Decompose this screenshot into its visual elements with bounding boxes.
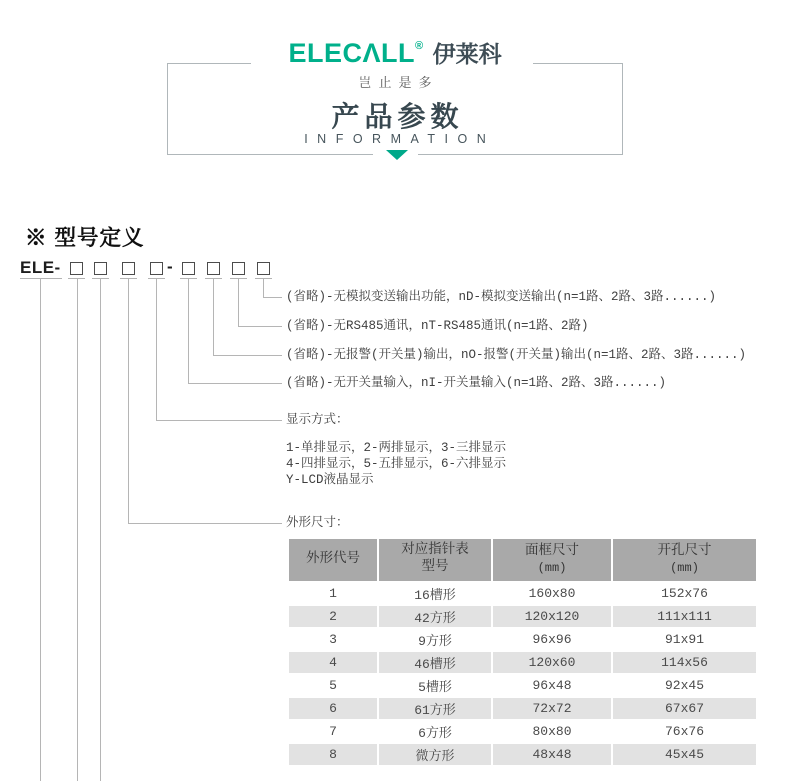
header-frame-bottom-left-border	[167, 154, 373, 155]
table-row	[289, 583, 756, 604]
model-code-dash: -	[167, 257, 173, 276]
display-mode-line-2: 4-四排显示，5-五排显示，6-六排显示	[286, 457, 507, 471]
brand-logo	[0, 36, 790, 69]
model-prefix: ELE-	[20, 258, 61, 277]
legend-item-4: (省略)-无开关量输入，nI-开关量输入(n=1路、2路、3路......)	[286, 376, 667, 390]
connector-vline-2	[77, 279, 78, 781]
model-code-box-8	[257, 262, 270, 275]
table-cell-r1c2: 16槽形	[414, 588, 456, 603]
table-cell-r5c4: 92x45	[664, 678, 704, 693]
table-cell-r6c3: 72x72	[493, 698, 611, 719]
model-code-box-3	[122, 262, 135, 275]
table-cell-r8c3: 48x48	[493, 744, 611, 765]
model-code-box-1	[70, 262, 83, 275]
table-cell-r2c1: 2	[289, 606, 377, 627]
table-cell-r7c2: 6方形	[418, 726, 452, 741]
table-cell-r1c3: 160x80	[528, 586, 576, 601]
model-definition-heading: ※ 型号定义	[25, 226, 145, 250]
table-row	[289, 744, 756, 765]
legend-item-2: (省略)-无RS485通讯，nT-RS485通讯(n=1路、2路)	[286, 319, 589, 333]
table-cell-r2c2: 42方形	[379, 606, 491, 627]
connector-vline-5	[156, 279, 157, 420]
legend-item-1: (省略)-无模拟变送输出功能，nD-模拟变送输出(n=1路、2路、3路......)	[286, 290, 717, 304]
table-header-col-3: 面框尺寸 (mm)	[493, 539, 611, 581]
connector-hline-4	[188, 383, 282, 384]
registered-trademark-icon: ®	[414, 40, 424, 52]
table-row	[289, 698, 756, 719]
connector-hline-1	[263, 297, 282, 298]
display-mode-line-1: 1-单排显示，2-两排显示，3-三排显示	[286, 441, 507, 455]
model-code-box-7	[232, 262, 245, 275]
brand-logo-text: ELECΛLL®	[288, 38, 424, 68]
table-cell-r5c3: 96x48	[532, 678, 572, 693]
header-frame-top-left-border	[167, 63, 251, 64]
table-cell-r3c3: 96x96	[532, 632, 572, 647]
table-cell-r4c4: 114x56	[613, 652, 756, 673]
table-cell-r7c1: 7	[329, 724, 337, 739]
table-cell-r4c2: 46槽形	[379, 652, 491, 673]
connector-vline-4	[128, 279, 129, 523]
table-cell-r3c4: 91x91	[664, 632, 704, 647]
connector-hline-6	[128, 523, 282, 524]
connector-vline-6	[188, 279, 189, 383]
table-cell-r3c2: 9方形	[418, 634, 452, 649]
table-cell-r7c3: 80x80	[532, 724, 572, 739]
header-frame-top-right-border	[533, 63, 623, 64]
legend-item-3: (省略)-无报警(开关量)输出，nO-报警(开关量)输出(n=1路、2路、3路......)	[286, 348, 747, 362]
table-row	[289, 721, 756, 742]
table-cell-r8c2: 微方形	[379, 744, 491, 765]
table-cell-r5c1: 5	[329, 678, 337, 693]
model-code-box-2	[94, 262, 107, 275]
table-cell-r6c2: 61方形	[379, 698, 491, 719]
prefix-underline	[20, 278, 62, 280]
table-cell-r8c4: 45x45	[613, 744, 756, 765]
connector-vline-3	[100, 279, 101, 781]
brand-slogan: 岂止是多	[358, 75, 439, 90]
table-row	[289, 652, 756, 673]
header-frame-bottom-right-border	[418, 154, 623, 155]
model-code-box-6	[207, 262, 220, 275]
table-cell-r1c1: 1	[329, 586, 337, 601]
table-row	[289, 675, 756, 696]
dimension-table-body	[289, 583, 756, 765]
model-code-box-5	[182, 262, 195, 275]
table-cell-r2c3: 120x120	[493, 606, 611, 627]
table-row	[289, 606, 756, 627]
display-mode-label: 显示方式：	[286, 413, 349, 427]
section-title: 产品参数	[331, 101, 464, 132]
table-header-col-4: 开孔尺寸 (mm)	[613, 539, 756, 581]
triangle-down-icon	[386, 150, 408, 160]
table-cell-r8c1: 8	[289, 744, 377, 765]
table-cell-r6c4: 67x67	[613, 698, 756, 719]
brand-name-cn: 伊莱科	[432, 41, 502, 67]
table-cell-r7c4: 76x76	[664, 724, 704, 739]
connector-vline-1	[40, 279, 41, 781]
table-cell-r4c1: 4	[289, 652, 377, 673]
connector-vline-7	[213, 279, 214, 355]
table-cell-r4c3: 120x60	[493, 652, 611, 673]
section-subtitle: INFORMATION	[304, 132, 496, 146]
dimension-table-header	[289, 539, 756, 581]
connector-hline-2	[238, 326, 282, 327]
table-cell-r2c4: 111x111	[613, 606, 756, 627]
dimension-table	[287, 537, 758, 767]
connector-vline-9	[263, 279, 264, 297]
connector-hline-3	[213, 355, 282, 356]
table-cell-r1c4: 152x76	[661, 586, 708, 601]
dimension-label: 外形尺寸：	[286, 516, 349, 530]
table-header-col-2: 对应指针表 型号	[379, 539, 491, 581]
display-mode-line-3: Y-LCD液晶显示	[286, 473, 374, 487]
connector-hline-5	[156, 420, 282, 421]
model-code-box-4	[150, 262, 163, 275]
table-cell-r3c1: 3	[329, 632, 337, 647]
table-header-col-1: 外形代号	[289, 539, 377, 581]
table-cell-r5c2: 5槽形	[418, 680, 452, 695]
table-cell-r6c1: 6	[289, 698, 377, 719]
table-row	[289, 629, 756, 650]
connector-vline-8	[238, 279, 239, 326]
